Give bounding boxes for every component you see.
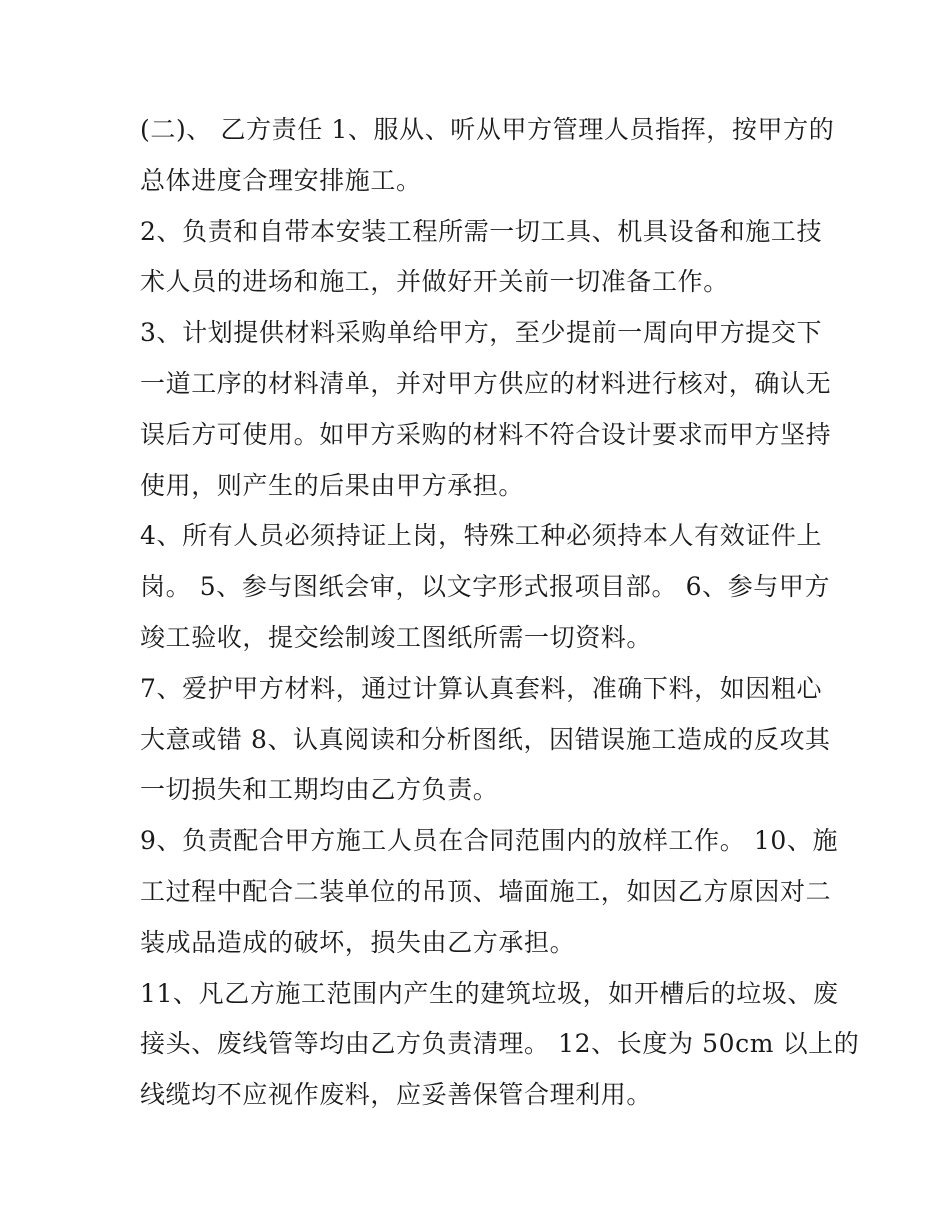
text-line: 接头、废线管等均由乙方负责清理。 12、长度为 50cm 以上的 — [140, 1029, 860, 1059]
text-line: 岗。 5、参与图纸会审，以文字形式报项目部。 6、参与甲方 — [140, 572, 831, 602]
text-line: 大意或错 8、认真阅读和分析图纸，因错误施工造成的反攻其 — [140, 724, 831, 754]
text-line: 术人员的进场和施工，并做好开关前一切准备工作。 — [140, 267, 729, 297]
document-body — [140, 105, 860, 1121]
text-line: 3、计划提供材料采购单给甲方，至少提前一周向甲方提交下 — [140, 318, 823, 348]
text-line: 2、负责和自带本安装工程所需一切工具、机具设备和施工技 — [140, 216, 823, 246]
text-line: 4、所有人员必须持证上岗，特殊工种必须持本人有效证件上 — [140, 521, 823, 551]
text-line: 一道工序的材料清单，并对甲方供应的材料进行核对，确认无 — [140, 368, 832, 398]
text-line: 11、凡乙方施工范围内产生的建筑垃圾，如开槽后的垃圾、废 — [140, 978, 839, 1008]
text-line: 总体进度合理安排施工。 — [140, 165, 422, 195]
text-line: 使用，则产生的后果由甲方承担。 — [140, 470, 525, 500]
text-line: 线缆均不应视作废料，应妥善保管合理利用。 — [140, 1080, 653, 1110]
text-line: 装成品造成的破坏，损失由乙方承担。 — [140, 927, 576, 957]
text-line: 一切损失和工期均由乙方负责。 — [140, 775, 499, 805]
text-line: 工过程中配合二装单位的吊顶、墙面施工，如因乙方原因对二 — [140, 876, 832, 906]
text-line: 9、负责配合甲方施工人员在合同范围内的放样工作。 10、施 — [140, 826, 839, 856]
text-line: (二)、 乙方责任 1、服从、听从甲方管理人员指挥，按甲方的 — [140, 115, 835, 144]
text-line: 7、爱护甲方材料，通过计算认真套料，准确下料，如因粗心 — [140, 673, 823, 703]
text-line: 误后方可使用。如甲方采购的材料不符合设计要求而甲方坚持 — [140, 419, 832, 449]
text-line: 竣工验收，提交绘制竣工图纸所需一切资料。 — [140, 622, 653, 652]
